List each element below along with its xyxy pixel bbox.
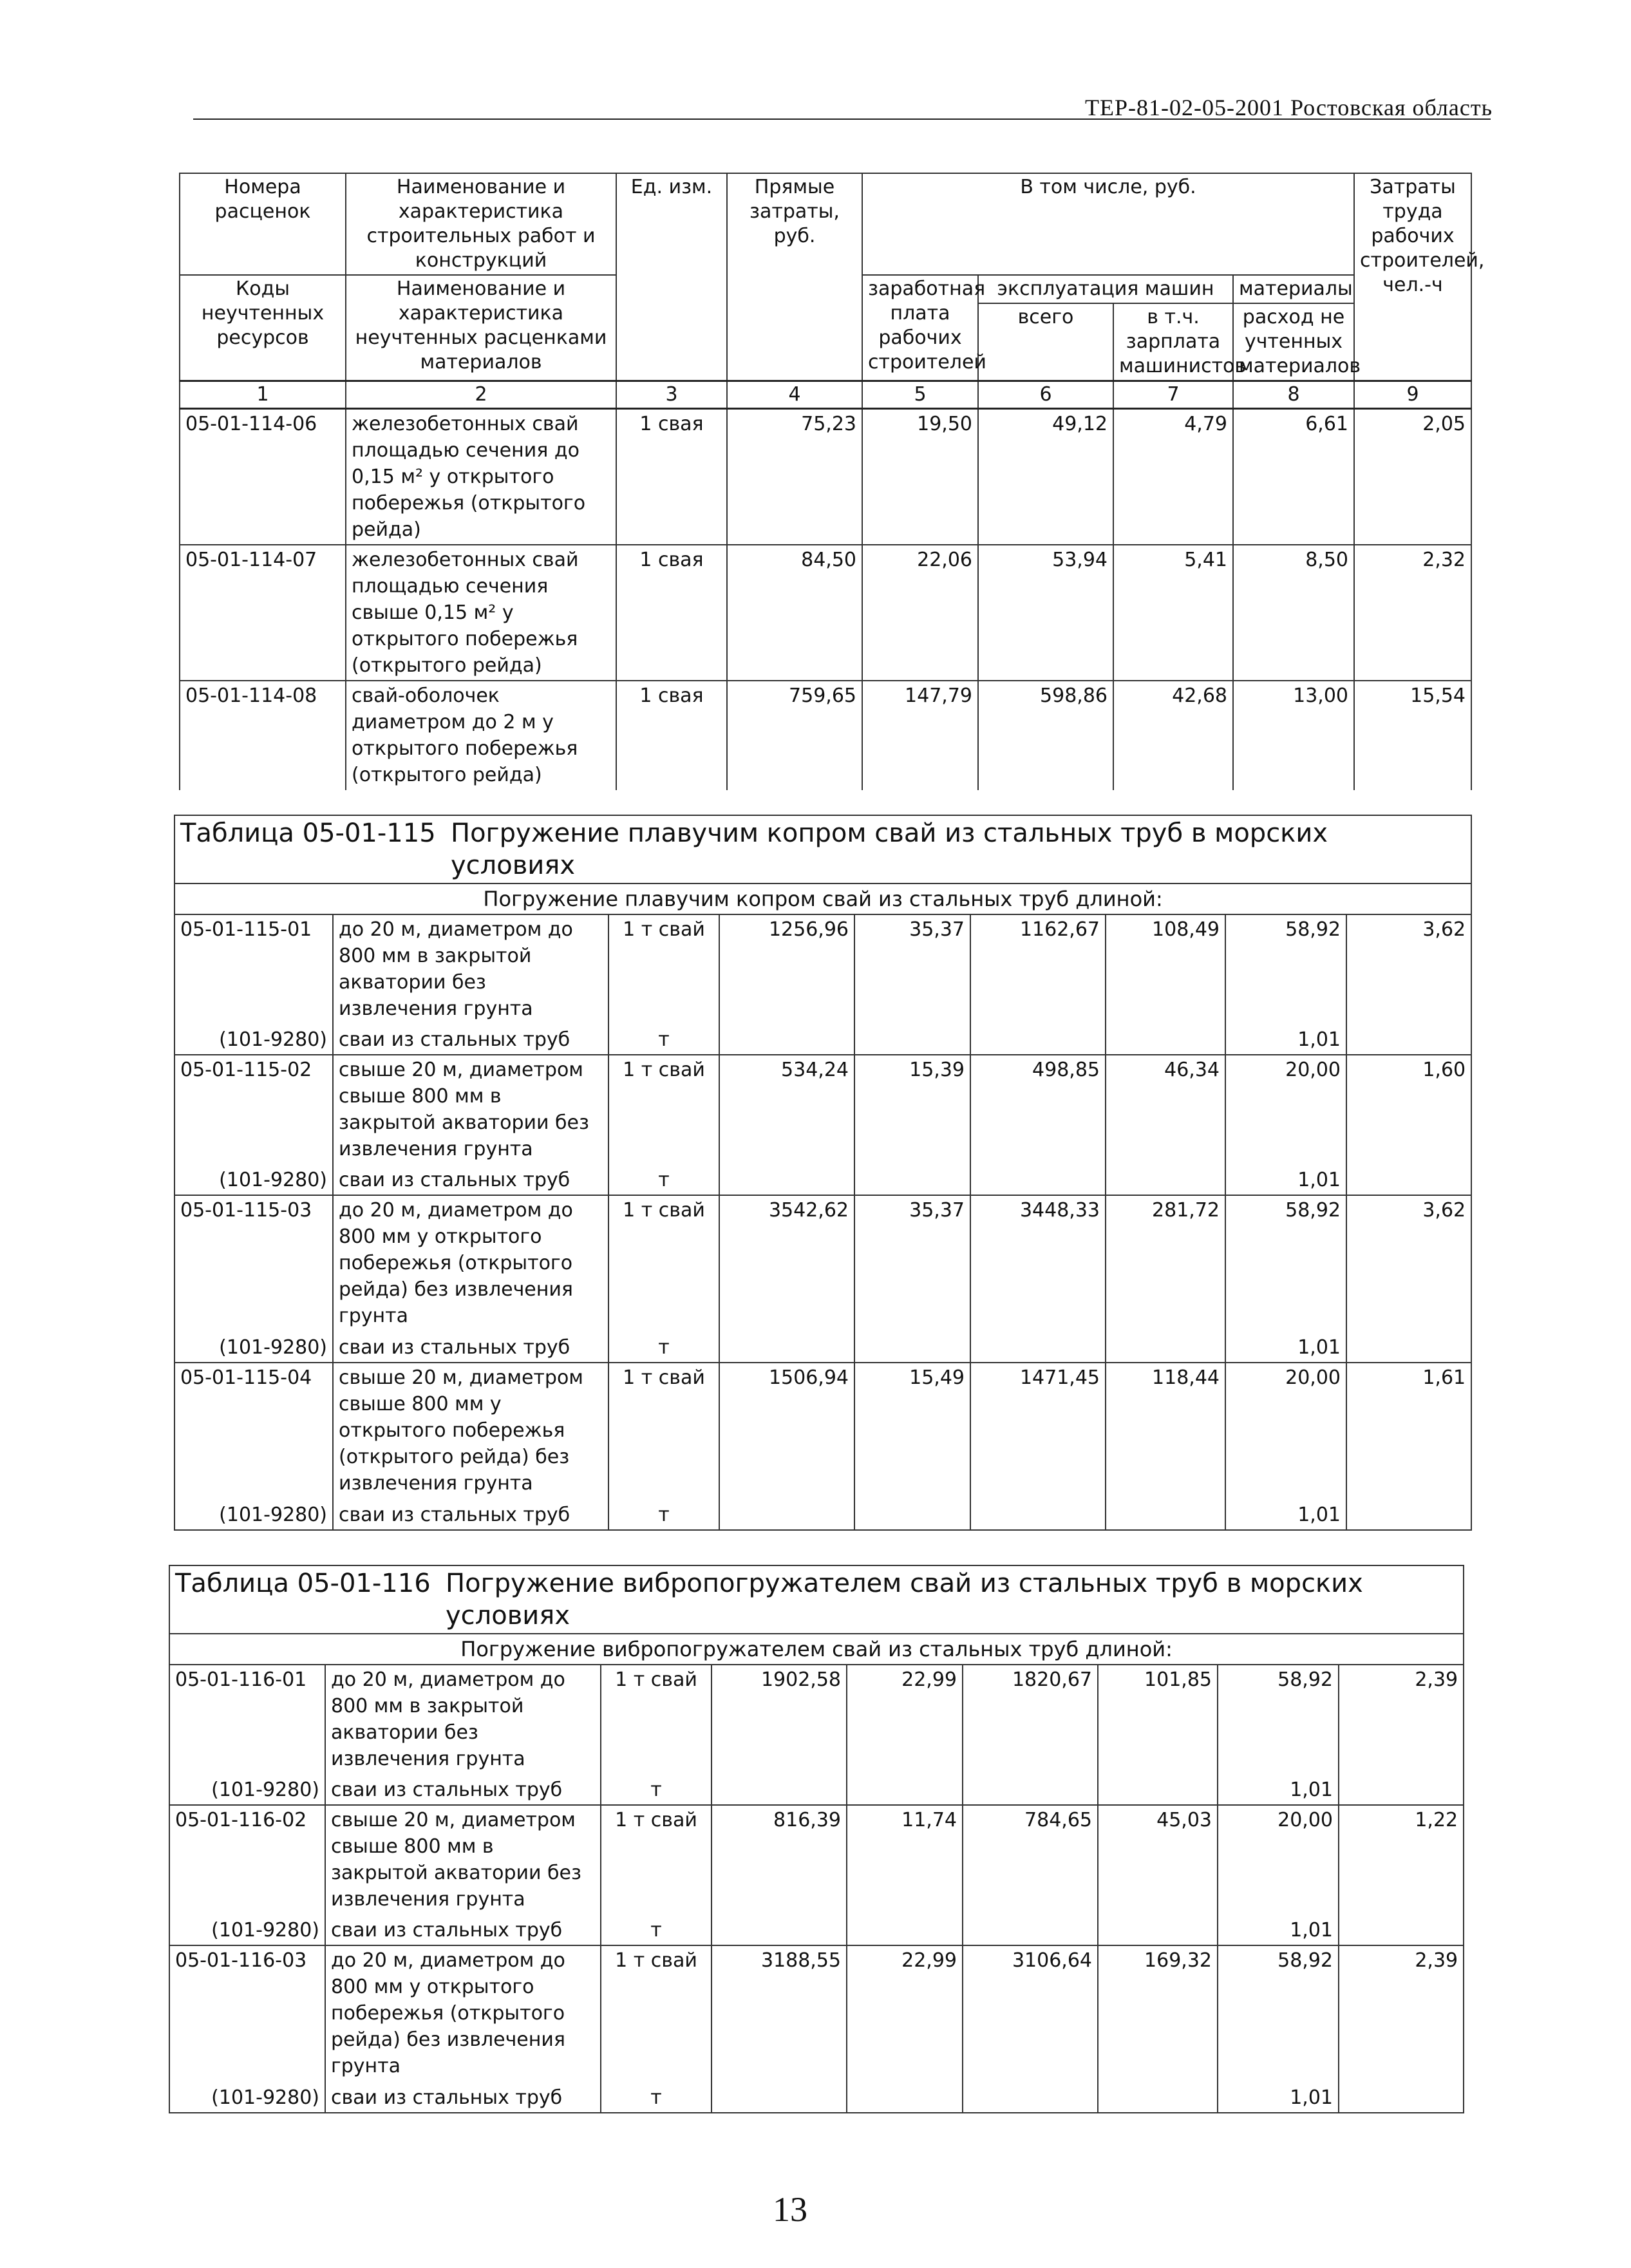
rate-code: 05-01-115-01 bbox=[174, 914, 333, 1025]
resource-unit: т bbox=[608, 1333, 719, 1363]
resource-name: сваи из стальных труб bbox=[333, 1025, 608, 1055]
resource-unit: т bbox=[608, 1500, 719, 1530]
column-number: 8 bbox=[1233, 381, 1354, 409]
rate-code: 05-01-115-02 bbox=[174, 1055, 333, 1166]
header-machinist-wages: в т.ч. зарплата машинистов bbox=[1113, 303, 1233, 381]
labor: 2,32 bbox=[1354, 545, 1471, 681]
header-unit: Ед. изм. bbox=[616, 173, 727, 381]
materials: 58,92 bbox=[1218, 1945, 1339, 2083]
resource-row bbox=[174, 1333, 1471, 1363]
column-number: 9 bbox=[1354, 381, 1471, 409]
materials: 58,92 bbox=[1218, 1665, 1339, 1775]
machinist-wages: 5,41 bbox=[1113, 545, 1233, 681]
direct-costs: 3188,55 bbox=[712, 1945, 847, 2083]
rates-table-top bbox=[179, 173, 1485, 790]
machinist-wages: 45,03 bbox=[1098, 1805, 1218, 1916]
column-number: 1 bbox=[180, 381, 346, 409]
resource-row bbox=[169, 1775, 1464, 1805]
column-number: 7 bbox=[1113, 381, 1233, 409]
labor: 2,05 bbox=[1354, 409, 1471, 545]
wages: 15,39 bbox=[854, 1055, 970, 1166]
table-row bbox=[180, 409, 1471, 545]
labor: 2,39 bbox=[1339, 1945, 1464, 2083]
wages: 22,99 bbox=[847, 1665, 963, 1775]
rate-code: 05-01-115-04 bbox=[174, 1363, 333, 1500]
header-material-name: Наименование и характеристика неучтенных расценками материалов bbox=[346, 275, 616, 381]
table-row bbox=[169, 1665, 1464, 1775]
unit: 1 свая bbox=[616, 681, 727, 790]
column-number: 3 bbox=[616, 381, 727, 409]
header-divider bbox=[193, 118, 1491, 120]
resource-row bbox=[174, 1500, 1471, 1530]
header-resource-codes: Коды неучтенных ресурсов bbox=[180, 275, 346, 381]
rate-code: 05-01-114-07 bbox=[180, 545, 346, 681]
machinist-wages: 42,68 bbox=[1113, 681, 1233, 790]
work-name: до 20 м, диаметром до 800 мм в закрытой акватории без извлечения грунта bbox=[333, 914, 608, 1025]
resource-row bbox=[174, 1025, 1471, 1055]
resource-row bbox=[169, 2083, 1464, 2113]
machinist-wages: 108,49 bbox=[1106, 914, 1225, 1025]
machines-total: 498,85 bbox=[970, 1055, 1106, 1166]
table-description: Погружение вибропогружателем свай из стальных труб в морских условиях bbox=[446, 1569, 1363, 1630]
work-name: железобетонных свай площадью сечения свыше 0,15 м² у открытого побережья (открытого рейда) bbox=[346, 545, 616, 681]
resource-code: (101-9280) bbox=[174, 1025, 333, 1055]
unit: 1 т свай bbox=[601, 1805, 712, 1916]
direct-costs: 3542,62 bbox=[719, 1195, 854, 1333]
work-name: до 20 м, диаметром до 800 мм у открытого побережья (открытого рейда) без извлечения грунта bbox=[325, 1945, 601, 2083]
table-subtitle: Погружение плавучим копром свай из стальных труб длиной: bbox=[174, 884, 1471, 914]
resource-code: (101-9280) bbox=[169, 1775, 325, 1805]
work-name: свай-оболочек диаметром до 2 м у открытого побережья (открытого рейда) bbox=[346, 681, 616, 790]
work-name: свыше 20 м, диаметром свыше 800 мм в закрытой акватории без извлечения грунта bbox=[325, 1805, 601, 1916]
labor: 3,62 bbox=[1346, 914, 1471, 1025]
table-title-row bbox=[169, 1565, 1464, 1634]
direct-costs: 759,65 bbox=[727, 681, 862, 790]
work-name: до 20 м, диаметром до 800 мм у открытого побережья (открытого рейда) без извлечения грунта bbox=[333, 1195, 608, 1333]
column-number: 2 bbox=[346, 381, 616, 409]
header-rate-number: Номера расценок bbox=[180, 173, 346, 275]
machines-total: 1162,67 bbox=[970, 914, 1106, 1025]
resource-row bbox=[169, 1916, 1464, 1945]
header-work-name: Наименование и характеристика строительных работ и конструкций bbox=[346, 173, 616, 275]
resource-unit: т bbox=[601, 2083, 712, 2113]
table-subtitle: Погружение вибропогружателем свай из стальных труб длиной: bbox=[169, 1634, 1464, 1665]
resource-name: сваи из стальных труб bbox=[325, 1916, 601, 1945]
header-machines-total: всего bbox=[978, 303, 1113, 381]
direct-costs: 1902,58 bbox=[712, 1665, 847, 1775]
wages: 22,06 bbox=[862, 545, 978, 681]
labor: 15,54 bbox=[1354, 681, 1471, 790]
machines-total: 49,12 bbox=[978, 409, 1113, 545]
resource-name: сваи из стальных труб bbox=[325, 1775, 601, 1805]
column-number: 5 bbox=[862, 381, 978, 409]
direct-costs: 1256,96 bbox=[719, 914, 854, 1025]
wages: 15,49 bbox=[854, 1363, 970, 1500]
table-row bbox=[174, 1195, 1471, 1333]
materials: 20,00 bbox=[1225, 1055, 1346, 1166]
resource-quantity: 1,01 bbox=[1218, 1775, 1339, 1805]
machinist-wages: 169,32 bbox=[1098, 1945, 1218, 2083]
unit: 1 т свай bbox=[608, 1055, 719, 1166]
resource-unit: т bbox=[608, 1166, 719, 1195]
machines-total: 3448,33 bbox=[970, 1195, 1106, 1333]
machines-total: 1471,45 bbox=[970, 1363, 1106, 1500]
rate-code: 05-01-116-01 bbox=[169, 1665, 325, 1775]
labor: 1,60 bbox=[1346, 1055, 1471, 1166]
header-including: В том числе, руб. bbox=[862, 173, 1354, 275]
direct-costs: 1506,94 bbox=[719, 1363, 854, 1500]
resource-code: (101-9280) bbox=[169, 1916, 325, 1945]
unit: 1 т свай bbox=[608, 1363, 719, 1500]
unit: 1 т свай bbox=[601, 1665, 712, 1775]
labor: 3,62 bbox=[1346, 1195, 1471, 1333]
resource-name: сваи из стальных труб bbox=[333, 1333, 608, 1363]
rate-code: 05-01-116-03 bbox=[169, 1945, 325, 2083]
rate-code: 05-01-114-06 bbox=[180, 409, 346, 545]
machinist-wages: 4,79 bbox=[1113, 409, 1233, 545]
work-name: свыше 20 м, диаметром свыше 800 мм у открытого побережья (открытого рейда) без извлечения грунта bbox=[333, 1363, 608, 1500]
materials: 6,61 bbox=[1233, 409, 1354, 545]
resource-code: (101-9280) bbox=[169, 2083, 325, 2113]
resource-quantity: 1,01 bbox=[1225, 1500, 1346, 1530]
direct-costs: 534,24 bbox=[719, 1055, 854, 1166]
rate-code: 05-01-115-03 bbox=[174, 1195, 333, 1333]
resource-quantity: 1,01 bbox=[1218, 2083, 1339, 2113]
table-row bbox=[174, 1055, 1471, 1166]
rate-code: 05-01-114-08 bbox=[180, 681, 346, 790]
resource-code: (101-9280) bbox=[174, 1500, 333, 1530]
work-name: до 20 м, диаметром до 800 мм в закрытой акватории без извлечения грунта bbox=[325, 1665, 601, 1775]
document-code: ТЕР-81-02-05-2001 Ростовская область bbox=[1085, 95, 1493, 120]
work-name: свыше 20 м, диаметром свыше 800 мм в закрытой акватории без извлечения грунта bbox=[333, 1055, 608, 1166]
wages: 35,37 bbox=[854, 914, 970, 1025]
unit: 1 свая bbox=[616, 409, 727, 545]
labor: 2,39 bbox=[1339, 1665, 1464, 1775]
wages: 22,99 bbox=[847, 1945, 963, 2083]
header-unaccounted-materials: расход не учтенных материалов bbox=[1233, 303, 1354, 381]
resource-name: сваи из стальных труб bbox=[333, 1166, 608, 1195]
resource-code: (101-9280) bbox=[174, 1333, 333, 1363]
table-05-01-115 bbox=[174, 815, 1472, 1531]
table-name: Таблица 05-01-116 bbox=[175, 1569, 431, 1598]
table-row bbox=[169, 1945, 1464, 2083]
table-title-row bbox=[174, 815, 1471, 884]
unit: 1 т свай bbox=[608, 914, 719, 1025]
resource-name: сваи из стальных труб bbox=[333, 1500, 608, 1530]
unit: 1 т свай bbox=[608, 1195, 719, 1333]
table-row bbox=[180, 545, 1471, 681]
header-materials: материалы bbox=[1233, 275, 1354, 303]
wages: 19,50 bbox=[862, 409, 978, 545]
machines-total: 53,94 bbox=[978, 545, 1113, 681]
direct-costs: 75,23 bbox=[727, 409, 862, 545]
resource-quantity: 1,01 bbox=[1218, 1916, 1339, 1945]
direct-costs: 84,50 bbox=[727, 545, 862, 681]
machinist-wages: 281,72 bbox=[1106, 1195, 1225, 1333]
column-number: 6 bbox=[978, 381, 1113, 409]
machines-total: 598,86 bbox=[978, 681, 1113, 790]
header-direct-costs: Прямые затраты, руб. bbox=[727, 173, 862, 381]
work-name: железобетонных свай площадью сечения до 0,15 м² у открытого побережья (открытого рейда) bbox=[346, 409, 616, 545]
direct-costs: 816,39 bbox=[712, 1805, 847, 1916]
table-row bbox=[169, 1805, 1464, 1916]
table-row bbox=[180, 681, 1471, 790]
unit: 1 т свай bbox=[601, 1945, 712, 2083]
machinist-wages: 101,85 bbox=[1098, 1665, 1218, 1775]
resource-unit: т bbox=[608, 1025, 719, 1055]
wages: 147,79 bbox=[862, 681, 978, 790]
wages: 35,37 bbox=[854, 1195, 970, 1333]
table-name: Таблица 05-01-115 bbox=[180, 818, 436, 848]
resource-unit: т bbox=[601, 1775, 712, 1805]
materials: 8,50 bbox=[1233, 545, 1354, 681]
resource-unit: т bbox=[601, 1916, 712, 1945]
machinist-wages: 46,34 bbox=[1106, 1055, 1225, 1166]
machines-total: 1820,67 bbox=[963, 1665, 1098, 1775]
page-number: 13 bbox=[773, 2190, 807, 2229]
machines-total: 3106,64 bbox=[963, 1945, 1098, 2083]
table-description: Погружение плавучим копром свай из стальных труб в морских условиях bbox=[451, 818, 1328, 880]
wages: 11,74 bbox=[847, 1805, 963, 1916]
column-number: 4 bbox=[727, 381, 862, 409]
labor: 1,22 bbox=[1339, 1805, 1464, 1916]
resource-row bbox=[174, 1166, 1471, 1195]
materials: 20,00 bbox=[1225, 1363, 1346, 1500]
resource-name: сваи из стальных труб bbox=[325, 2083, 601, 2113]
resource-quantity: 1,01 bbox=[1225, 1025, 1346, 1055]
unit: 1 свая bbox=[616, 545, 727, 681]
resource-code: (101-9280) bbox=[174, 1166, 333, 1195]
materials: 58,92 bbox=[1225, 914, 1346, 1025]
resource-quantity: 1,01 bbox=[1225, 1333, 1346, 1363]
materials: 20,00 bbox=[1218, 1805, 1339, 1916]
table-row bbox=[174, 1363, 1471, 1500]
machinist-wages: 118,44 bbox=[1106, 1363, 1225, 1500]
machines-total: 784,65 bbox=[963, 1805, 1098, 1916]
table-row bbox=[174, 914, 1471, 1025]
resource-quantity: 1,01 bbox=[1225, 1166, 1346, 1195]
labor: 1,61 bbox=[1346, 1363, 1471, 1500]
header-machines: эксплуатация машин bbox=[978, 275, 1233, 303]
header-wages: заработная плата рабочих строителей bbox=[862, 275, 978, 381]
materials: 58,92 bbox=[1225, 1195, 1346, 1333]
header-labor: Затраты труда рабочих строителей, чел.-ч bbox=[1354, 173, 1471, 381]
materials: 13,00 bbox=[1233, 681, 1354, 790]
table-05-01-116 bbox=[169, 1565, 1464, 2113]
rate-code: 05-01-116-02 bbox=[169, 1805, 325, 1916]
